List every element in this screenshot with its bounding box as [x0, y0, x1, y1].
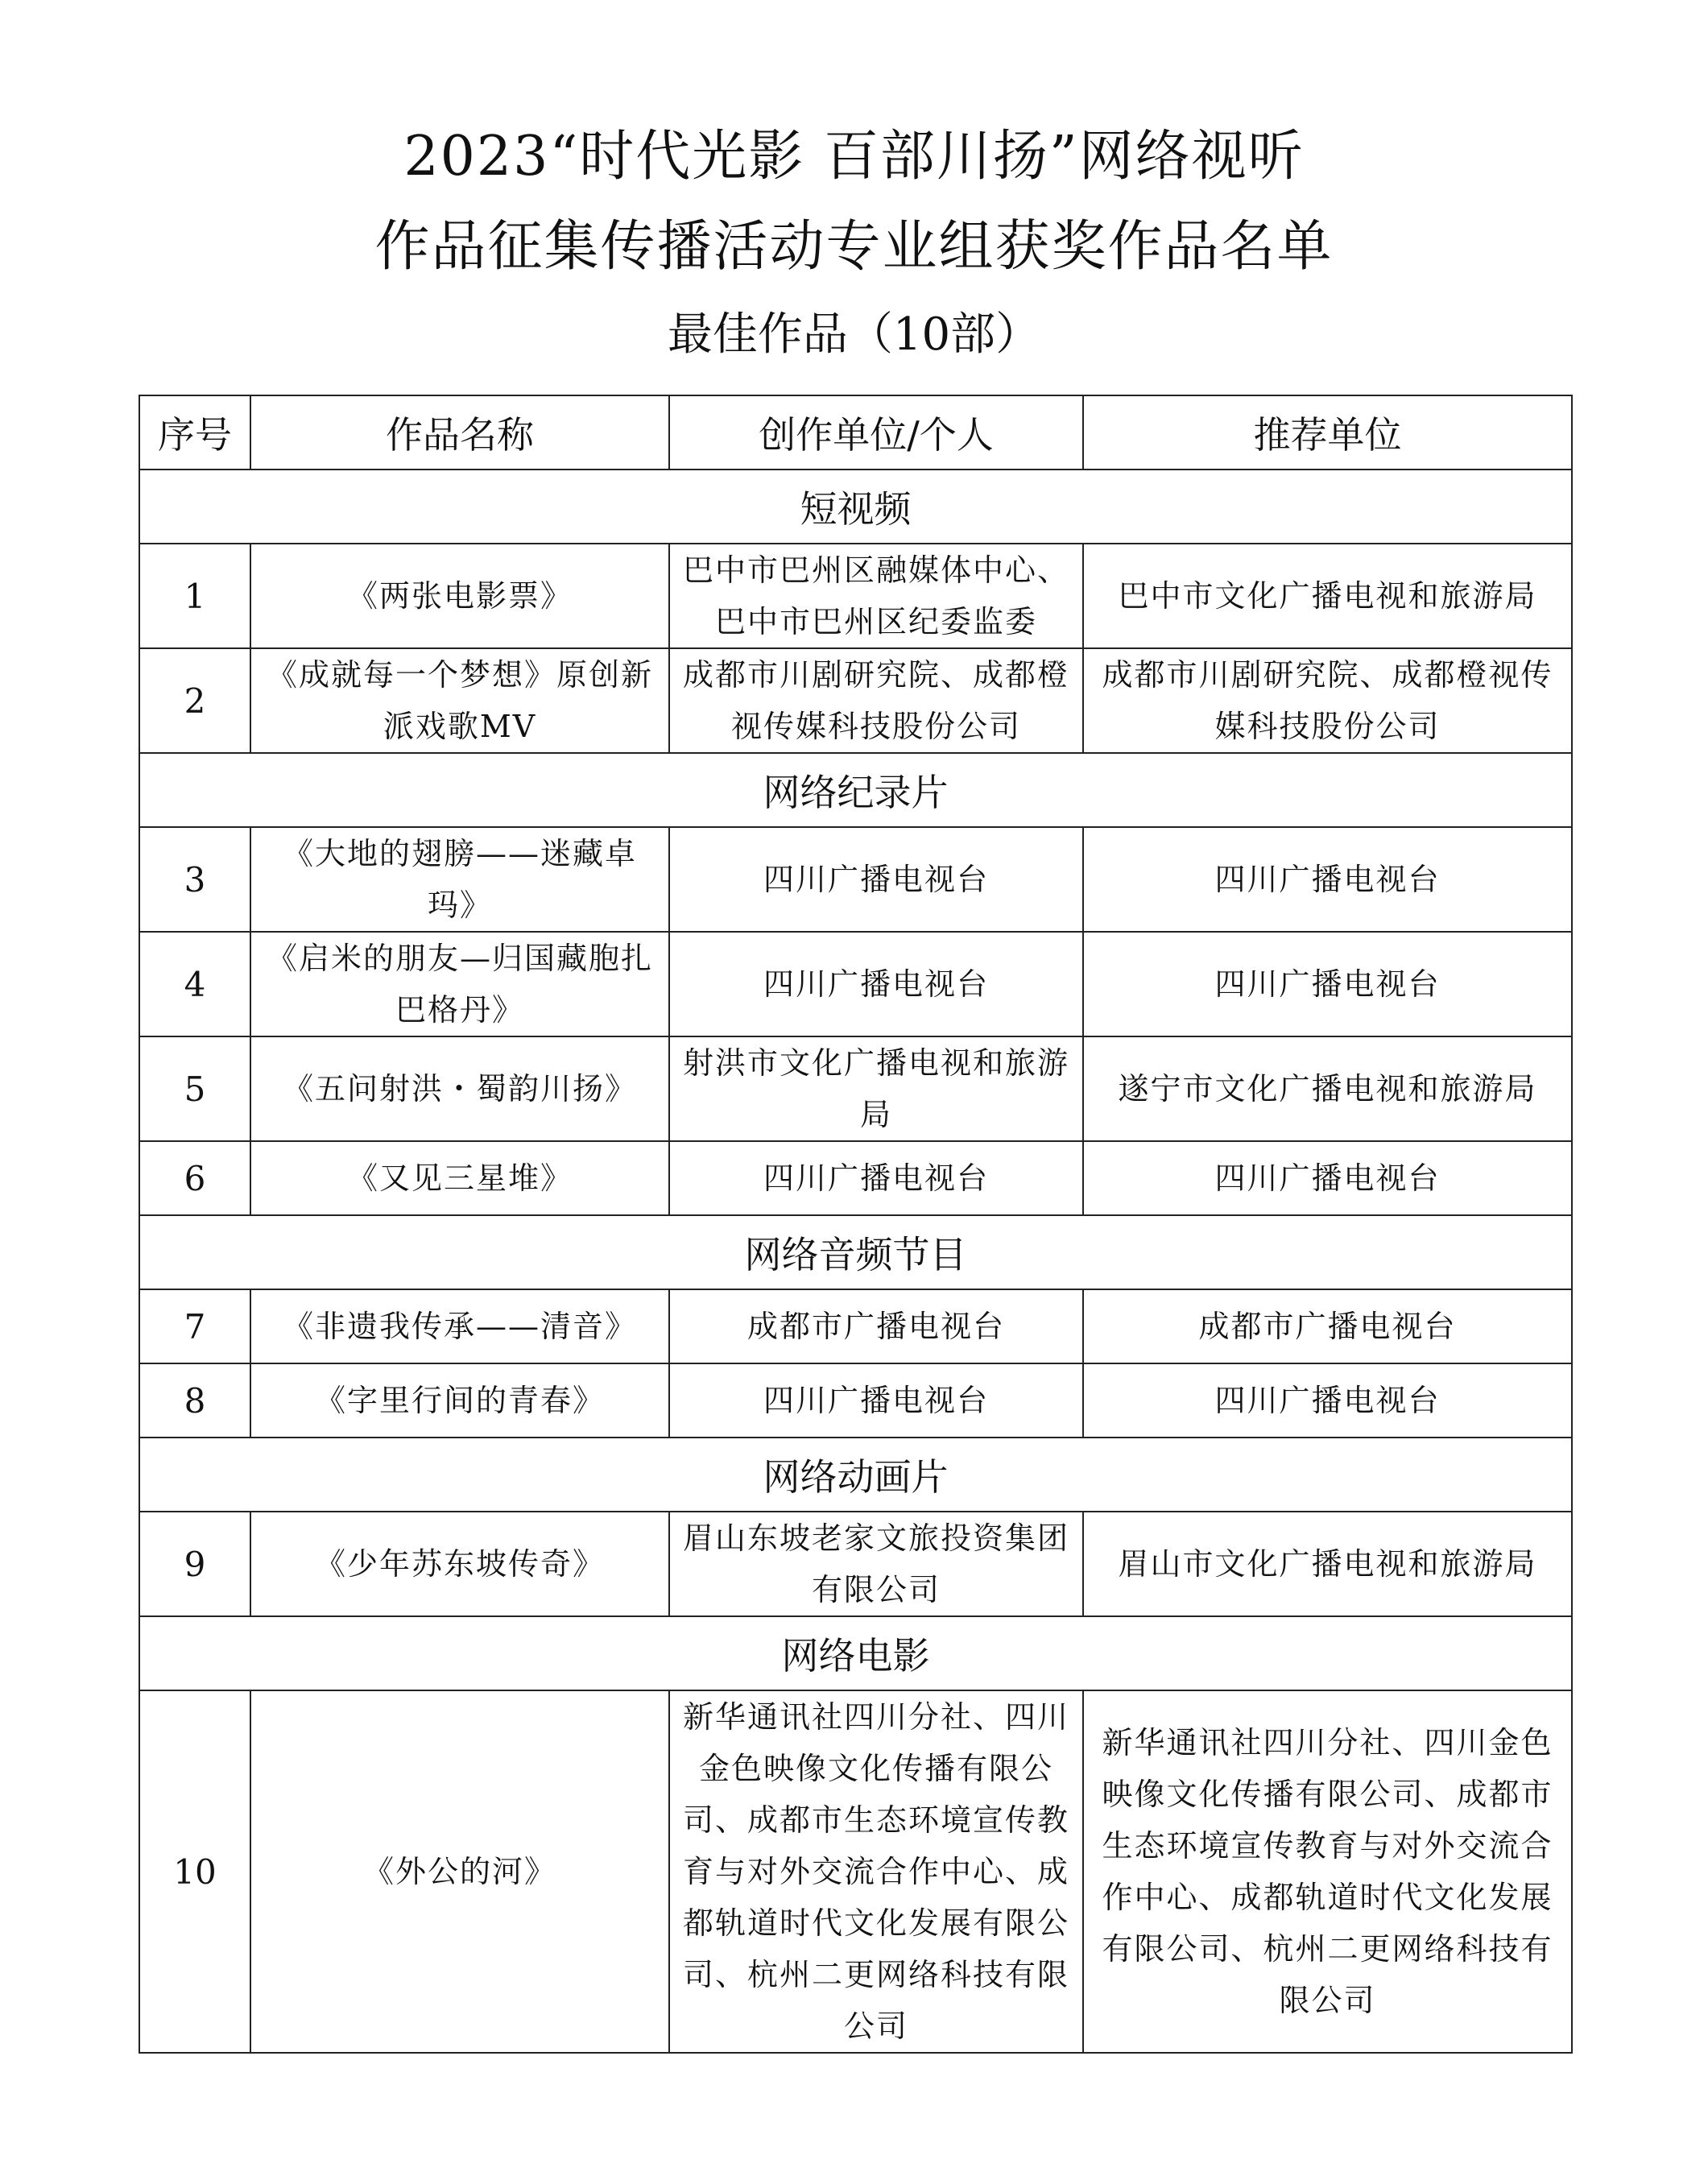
row-work: 《外公的河》: [250, 1690, 669, 2053]
row-index: 9: [139, 1512, 250, 1616]
row-creator: 成都市川剧研究院、成都橙视传媒科技股份公司: [669, 648, 1083, 753]
row-index: 6: [139, 1141, 250, 1215]
row-work: 《又见三星堆》: [250, 1141, 669, 1215]
row-recommender: 遂宁市文化广播电视和旅游局: [1083, 1036, 1572, 1141]
row-recommender: 成都市川剧研究院、成都橙视传媒科技股份公司: [1083, 648, 1572, 753]
row-index: 4: [139, 932, 250, 1036]
row-creator: 新华通讯社四川分社、四川金色映像文化传播有限公司、成都市生态环境宣传教育与对外交流合作中心、成都轨道时代文化发展有限公司、杭州二更网络科技有限公司: [669, 1690, 1083, 2053]
table-row: [139, 1512, 1572, 1616]
row-work: 《非遗我传承——清音》: [250, 1289, 669, 1363]
row-work: 《两张电影票》: [250, 544, 669, 648]
row-index: 5: [139, 1036, 250, 1141]
table-row: [139, 648, 1572, 753]
row-work: 《启米的朋友—归国藏胞扎巴格丹》: [250, 932, 669, 1036]
row-index: 1: [139, 544, 250, 648]
category-row: [139, 1616, 1572, 1690]
table-header-row: [139, 395, 1572, 470]
document-title-line-2: 作品征集传播活动专业组获奖作品名单: [374, 215, 1334, 279]
row-work: 《字里行间的青春》: [250, 1363, 669, 1438]
row-work: 《大地的翅膀——迷藏卓玛》: [250, 827, 669, 932]
row-index: 2: [139, 648, 250, 753]
row-creator: 四川广播电视台: [669, 932, 1083, 1036]
table-row: [139, 1363, 1572, 1438]
row-creator: 成都市广播电视台: [669, 1289, 1083, 1363]
row-creator: 射洪市文化广播电视和旅游局: [669, 1036, 1083, 1141]
category-row: [139, 1215, 1572, 1289]
category-animation: 网络动画片: [139, 1438, 1572, 1512]
row-creator: 四川广播电视台: [669, 1363, 1083, 1438]
row-recommender: 四川广播电视台: [1083, 827, 1572, 932]
table-row: [139, 1141, 1572, 1215]
row-recommender: 新华通讯社四川分社、四川金色映像文化传播有限公司、成都市生态环境宣传教育与对外交流合作中心、成都轨道时代文化发展有限公司、杭州二更网络科技有限公司: [1083, 1690, 1572, 2053]
table-row: [139, 932, 1572, 1036]
row-index: 3: [139, 827, 250, 932]
row-recommender: 眉山市文化广播电视和旅游局: [1083, 1512, 1572, 1616]
row-work: 《成就每一个梦想》原创新派戏歌MV: [250, 648, 669, 753]
category-audio: 网络音频节目: [139, 1215, 1572, 1289]
row-creator: 巴中市巴州区融媒体中心、巴中市巴州区纪委监委: [669, 544, 1083, 648]
row-recommender: 巴中市文化广播电视和旅游局: [1083, 544, 1572, 648]
row-recommender: 成都市广播电视台: [1083, 1289, 1572, 1363]
header-index: 序号: [139, 395, 250, 470]
category-documentary: 网络纪录片: [139, 753, 1572, 827]
header-creator: 创作单位/个人: [669, 395, 1083, 470]
document-subtitle: 最佳作品（10部）: [667, 308, 1041, 361]
row-creator: 四川广播电视台: [669, 1141, 1083, 1215]
row-recommender: 四川广播电视台: [1083, 932, 1572, 1036]
row-work: 《五问射洪・蜀韵川扬》: [250, 1036, 669, 1141]
category-row: [139, 1438, 1572, 1512]
row-creator: 四川广播电视台: [669, 827, 1083, 932]
header-work: 作品名称: [250, 395, 669, 470]
category-film: 网络电影: [139, 1616, 1572, 1690]
category-row: [139, 753, 1572, 827]
row-work: 《少年苏东坡传奇》: [250, 1512, 669, 1616]
row-index: 8: [139, 1363, 250, 1438]
table-row: [139, 827, 1572, 932]
row-creator: 眉山东坡老家文旅投资集团有限公司: [669, 1512, 1083, 1616]
row-index: 7: [139, 1289, 250, 1363]
table-row: [139, 1036, 1572, 1141]
table-row: [139, 1289, 1572, 1363]
category-short-video: 短视频: [139, 470, 1572, 544]
table-row: [139, 1690, 1572, 2053]
document-title-line-1: 2023“时代光影 百部川扬”网络视听: [403, 125, 1305, 188]
header-recommender: 推荐单位: [1083, 395, 1572, 470]
row-recommender: 四川广播电视台: [1083, 1363, 1572, 1438]
table-row: [139, 544, 1572, 648]
category-row: [139, 470, 1572, 544]
row-recommender: 四川广播电视台: [1083, 1141, 1572, 1215]
row-index: 10: [139, 1690, 250, 2053]
awards-table: [139, 395, 1573, 2054]
